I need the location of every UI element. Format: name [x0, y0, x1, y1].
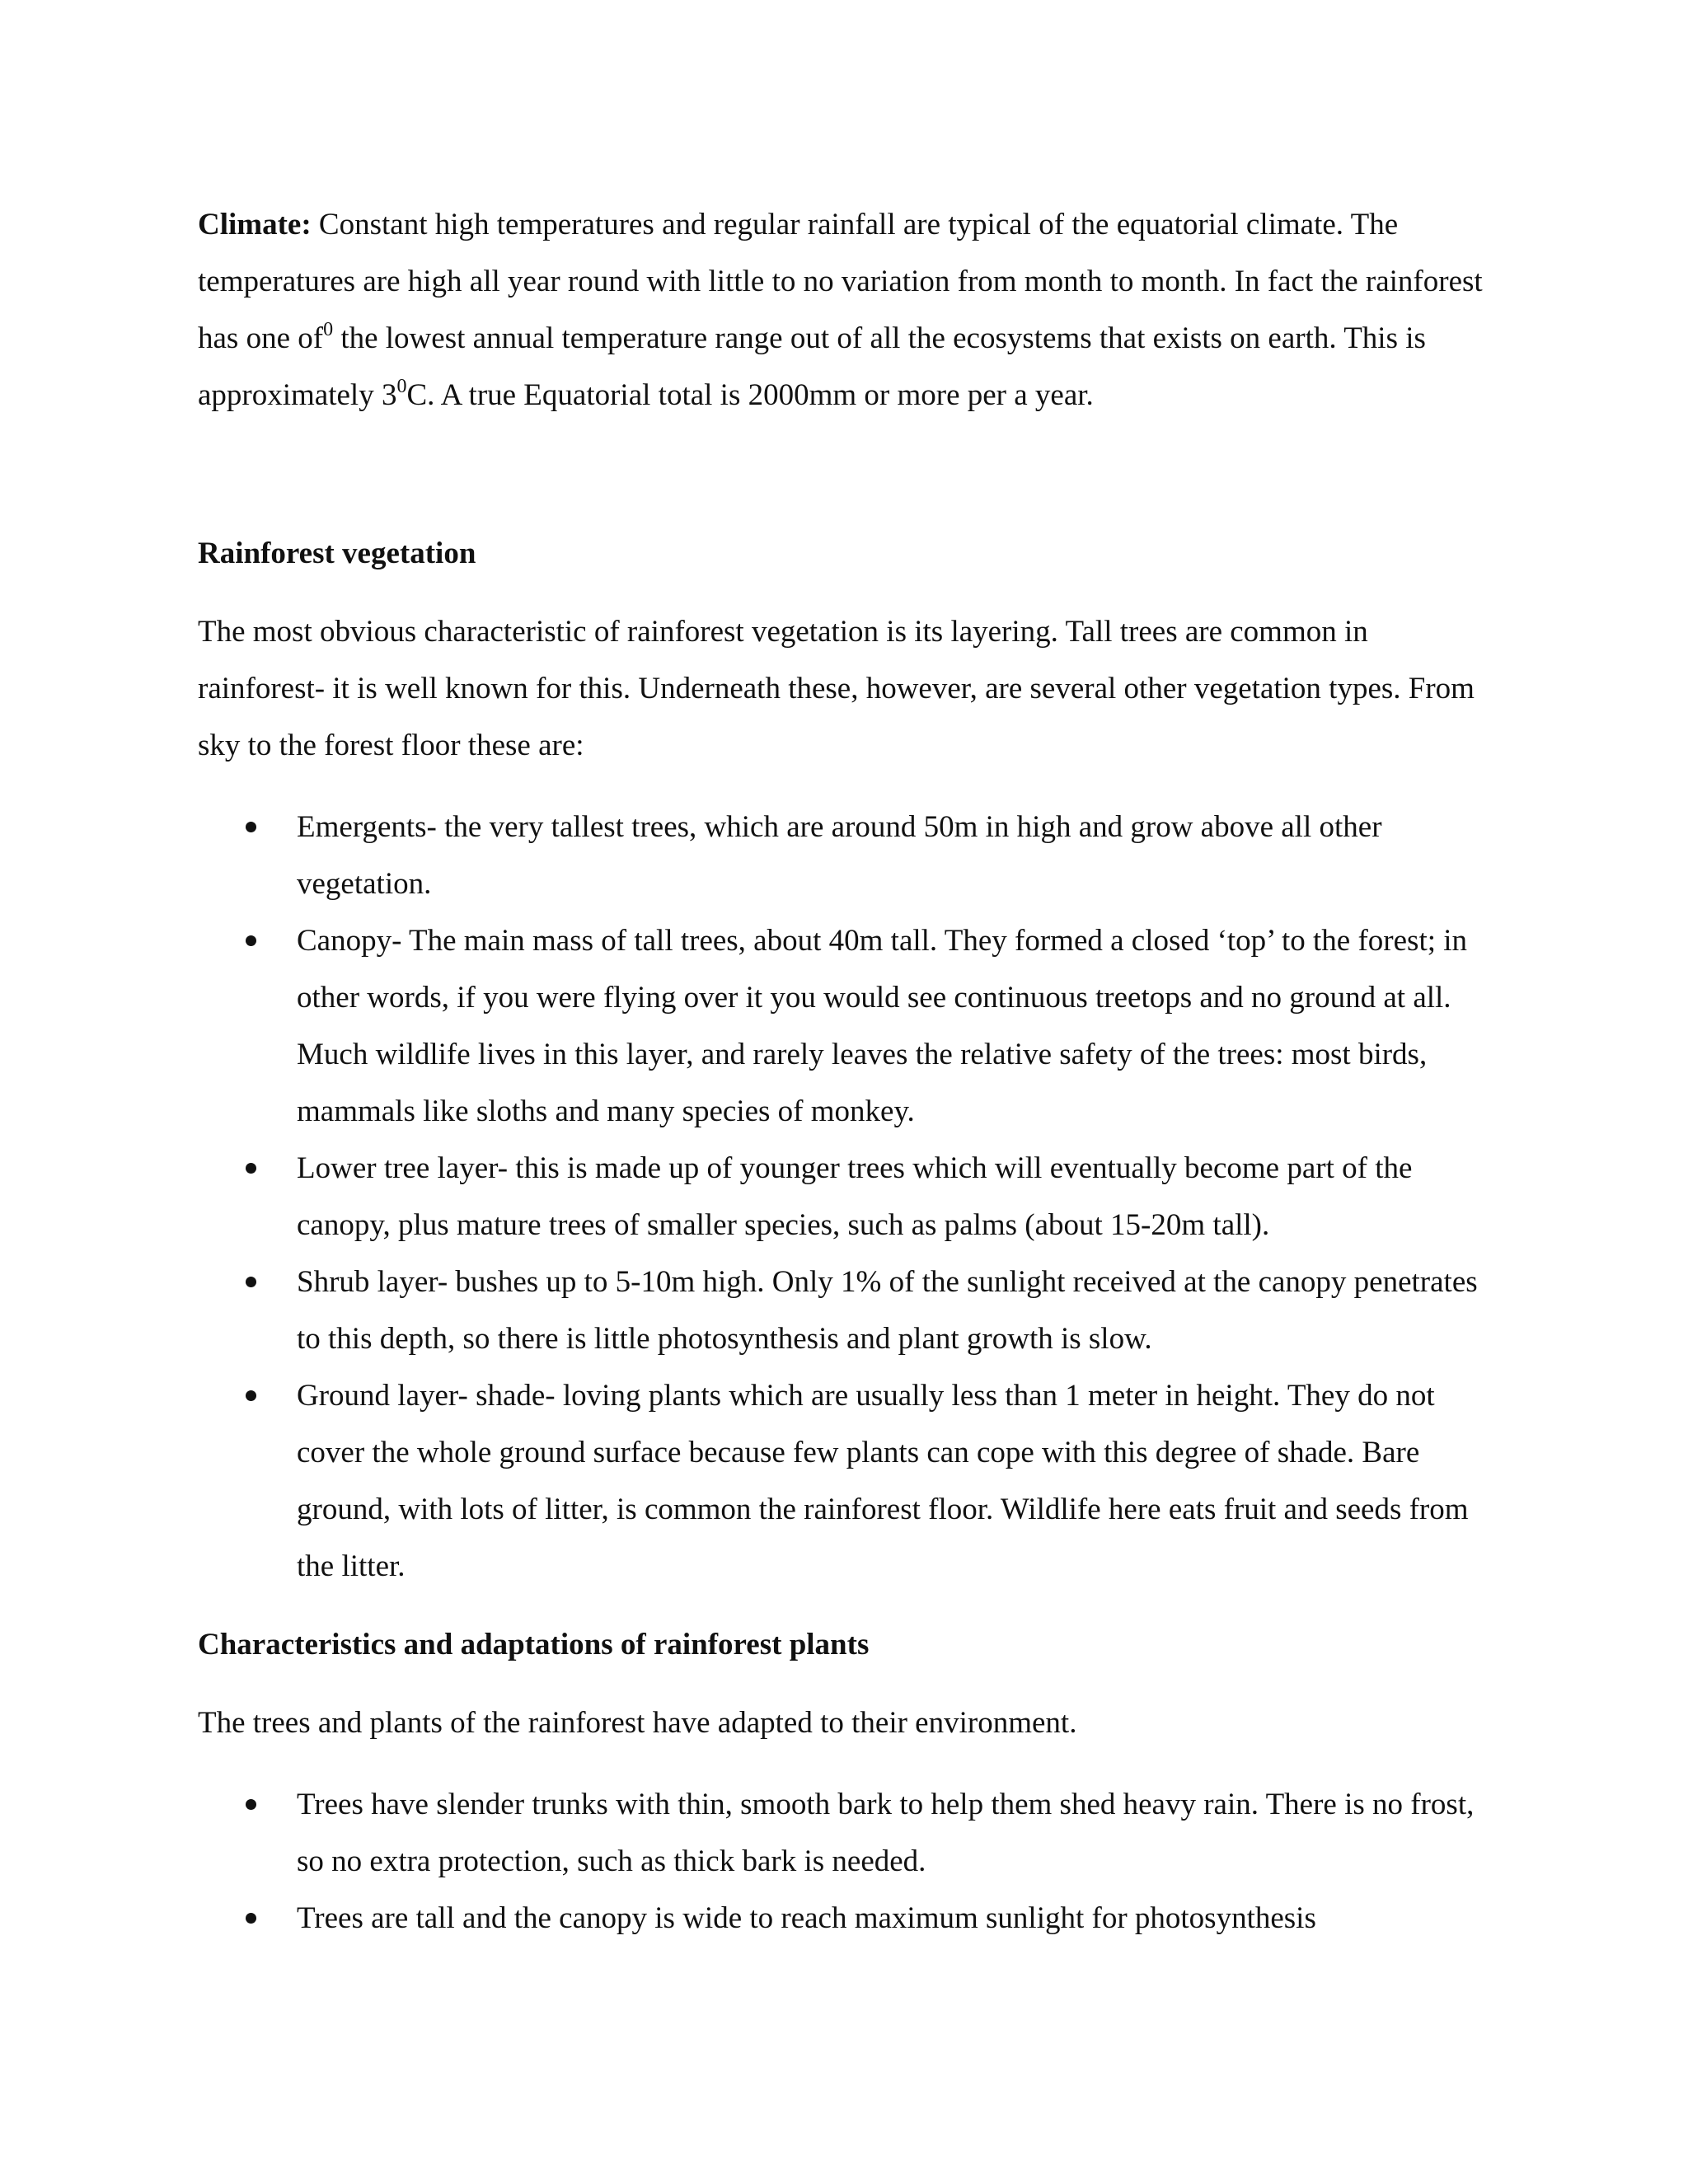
list-item: [198, 1140, 1500, 1254]
climate-superscript-1: 0: [323, 319, 334, 340]
layer-canopy: Canopy- The main mass of tall trees, about 40m tall. They formed a closed ‘top’ to the forest; in other words, if you were flying over it you would see continuous treetops and no ground at all. Much wildlife lives in this layer, and rarely leaves the relative safety of the trees: most birds, mammals like sloths and many species of monkey.: [297, 924, 1468, 1128]
climate-text-part-2: the lowest annual temperature range out of all the ecosystems that exists on earth. This is approximately 3: [198, 321, 1426, 412]
bullet-icon: [246, 1277, 256, 1287]
list-item: [198, 1367, 1500, 1595]
layer-emergents: Emergents- the very tallest trees, which are around 50m in high and grow above all other vegetation.: [297, 810, 1382, 901]
bullet-icon: [246, 935, 256, 946]
climate-superscript-2: 0: [396, 376, 407, 397]
adaptations-intro: The trees and plants of the rainforest have adapted to their environment.: [198, 1706, 1077, 1740]
layer-shrub: Shrub layer- bushes up to 5-10m high. Only 1% of the sunlight received at the canopy penetrates to this depth, so there is little photosynthesis and plant growth is slow.: [297, 1265, 1478, 1356]
vegetation-heading: Rainforest vegetation: [198, 537, 476, 570]
list-item: [198, 1254, 1500, 1367]
layer-lower-tree: Lower tree layer- this is made up of younger trees which will eventually become part of the canopy, plus mature trees of smaller species, such as palms (about 15-20m tall).: [297, 1151, 1413, 1242]
list-item: [198, 1890, 1500, 1947]
vegetation-layer-list: [198, 799, 1500, 1595]
bullet-icon: [246, 1163, 256, 1174]
document-page: [198, 196, 1500, 1947]
climate-label: Climate:: [198, 208, 312, 241]
adaptations-list: [198, 1776, 1500, 1947]
adaptation-height: Trees are tall and the canopy is wide to reach maximum sunlight for photosynthesis: [297, 1901, 1316, 1935]
list-item: [198, 1776, 1500, 1890]
bullet-icon: [246, 822, 256, 832]
bullet-icon: [246, 1390, 256, 1401]
adaptation-trunks: Trees have slender trunks with thin, smooth bark to help them shed heavy rain. There is no frost, so no extra protection, such as thick bark is needed.: [297, 1788, 1475, 1878]
bullet-icon: [246, 1799, 256, 1810]
layer-ground: Ground layer- shade- loving plants which are usually less than 1 meter in height. They do not cover the whole ground surface because few plants can cope with this degree of shade. Bare ground, with lots of litter, is common the rainforest floor. Wildlife here eats fruit and seeds from the litter.: [297, 1379, 1469, 1583]
climate-paragraph: [198, 196, 1500, 424]
adaptations-heading: Characteristics and adaptations of rainforest plants: [198, 1628, 870, 1661]
list-item: [198, 912, 1500, 1140]
vegetation-intro: The most obvious characteristic of rainforest vegetation is its layering. Tall trees are common in rainforest- it is well known for this. Underneath these, however, are several other vegetation types. From sky to the forest floor these are:: [198, 615, 1475, 762]
climate-text-part-3: C. A true Equatorial total is 2000mm or more per a year.: [406, 378, 1094, 412]
climate-text-part-1: Constant high temperatures and regular rainfall are typical of the equatorial climate. The temperatures are high all year round with little to no variation from month to month. In fact the rainforest has one of: [198, 208, 1483, 355]
list-item: [198, 799, 1500, 912]
bullet-icon: [246, 1913, 256, 1924]
